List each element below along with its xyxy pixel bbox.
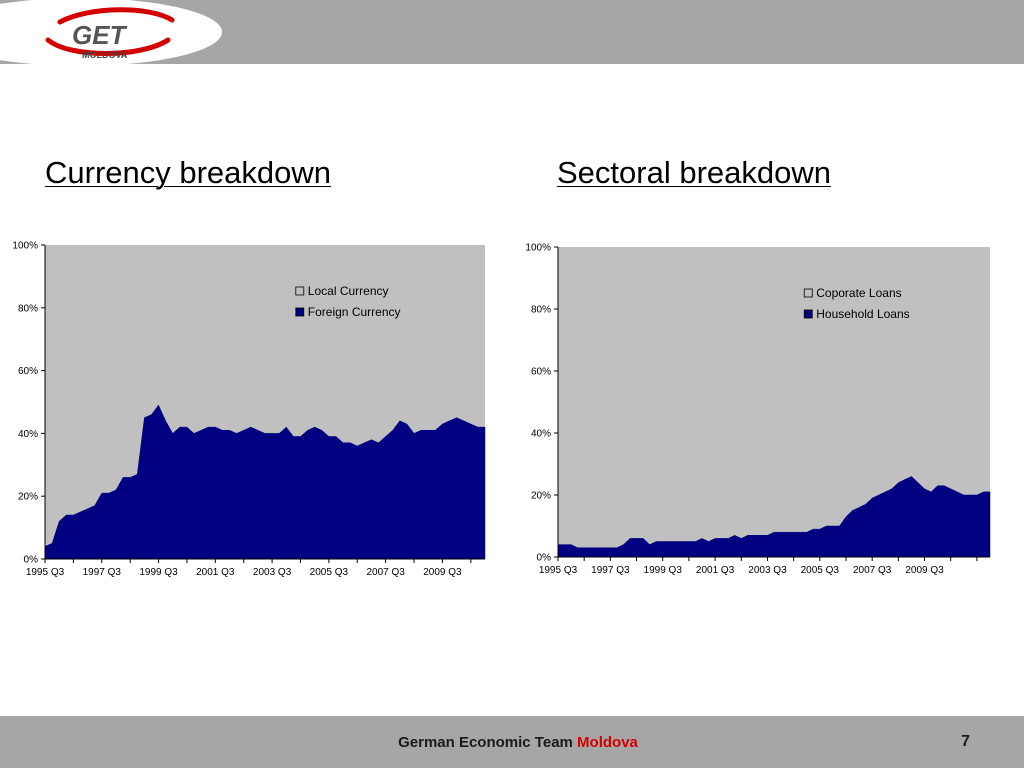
y-tick-label: 20%	[530, 490, 551, 502]
x-tick-label: 1997 Q3	[591, 565, 630, 576]
legend-swatch-foreign-currency	[296, 308, 304, 316]
y-tick-label: 60%	[530, 366, 551, 378]
x-tick-label: 2009 Q3	[905, 565, 944, 576]
page-number: 7	[961, 733, 970, 750]
y-tick-label: 0%	[23, 554, 38, 566]
x-tick-label: 2007 Q3	[366, 567, 405, 578]
legend-label: Coporate Loans	[816, 286, 902, 300]
y-tick-label: 40%	[530, 428, 551, 440]
sectoral-breakdown-chart	[515, 230, 1005, 590]
currency-breakdown-chart	[0, 230, 500, 590]
x-tick-label: 1999 Q3	[643, 565, 682, 576]
logo-subtext: MOLDOVA	[82, 50, 128, 60]
x-tick-label: 1999 Q3	[139, 567, 178, 578]
x-tick-label: 2007 Q3	[852, 565, 892, 576]
y-tick-label: 0%	[536, 552, 551, 564]
x-tick-label: 2001 Q3	[196, 567, 235, 578]
footer-title	[0, 734, 1024, 751]
logo-text: GET	[72, 20, 126, 50]
logo-background	[0, 0, 222, 64]
sectoral-breakdown-heading: Sectoral breakdown	[557, 155, 831, 190]
legend-swatch-household-loans	[804, 310, 812, 318]
x-tick-label: 2003 Q3	[748, 565, 787, 576]
legend-swatch-coporate-loans	[804, 289, 812, 297]
x-tick-label: 2005 Q3	[800, 565, 840, 576]
y-tick-label: 80%	[17, 303, 38, 315]
legend-swatch-local-currency	[296, 287, 304, 295]
y-tick-label: 80%	[530, 304, 551, 316]
legend-label: Foreign Currency	[307, 305, 401, 319]
y-tick-label: 100%	[12, 240, 38, 252]
x-tick-label: 1997 Q3	[82, 567, 121, 578]
currency-breakdown-heading: Currency breakdown	[45, 155, 332, 190]
y-tick-label: 100%	[525, 242, 551, 254]
footer-title-accent: Moldova	[577, 734, 638, 751]
y-tick-label: 20%	[17, 491, 38, 503]
x-tick-label: 2009 Q3	[423, 567, 462, 578]
x-tick-label: 1995 Q3	[25, 567, 65, 578]
x-tick-label: 2001 Q3	[695, 565, 735, 576]
y-tick-label: 60%	[17, 366, 38, 378]
y-tick-label: 40%	[17, 428, 38, 440]
x-tick-label: 1995 Q3	[538, 565, 578, 576]
x-tick-label: 2005 Q3	[309, 567, 349, 578]
legend-label: Household Loans	[816, 307, 910, 321]
x-tick-label: 2003 Q3	[252, 567, 292, 578]
legend-label: Local Currency	[307, 284, 389, 298]
footer-title-main: German Economic Team	[398, 734, 573, 751]
